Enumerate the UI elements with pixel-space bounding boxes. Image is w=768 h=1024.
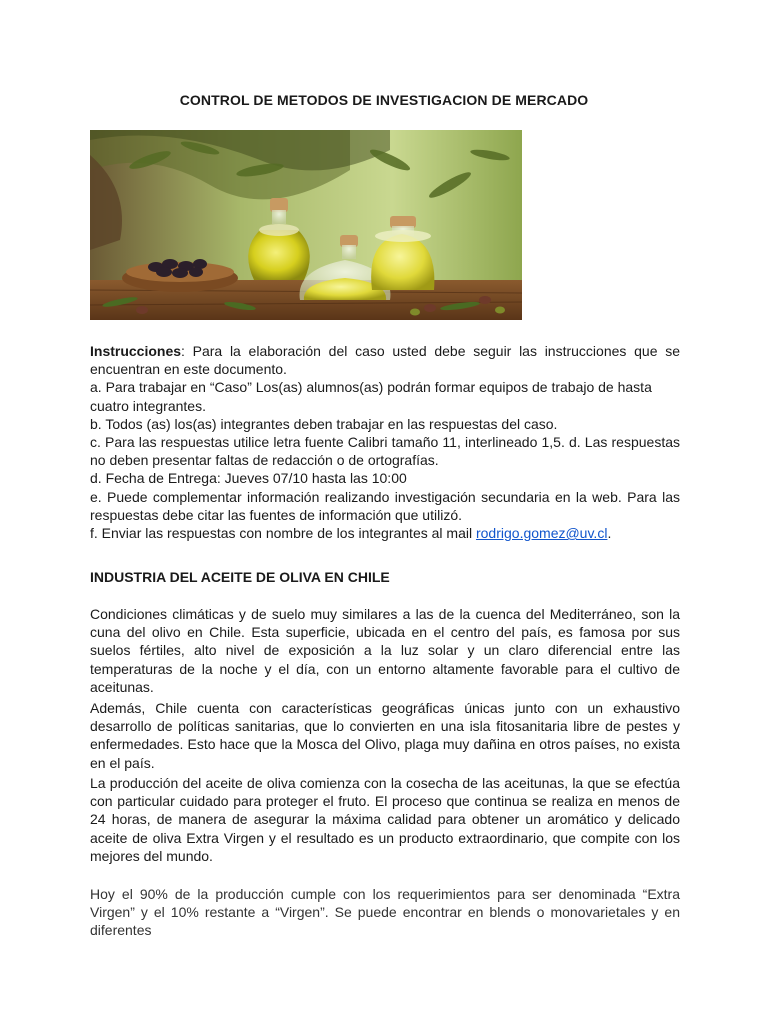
instruction-item-f-suffix: .	[607, 525, 612, 542]
paragraph-3	[90, 774, 680, 865]
instructions-block	[90, 342, 680, 542]
paragraph-text: Además, Chile cuenta con características geográficas únicas junto con un exhaustivo desarrollo de políticas sanitarias, que lo convierten en una isla fitosanitaria libre de pestes y enfermedades. Esto hace que la Mosca del Olivo, plaga muy dañina en otros países, no exista en el país.	[90, 700, 680, 771]
paragraph-text: Hoy el 90% de la producción cumple con los requerimientos para ser denominada “Extra Virgen” y el 10% restante a “Virgen”. Se puede encontrar en blends o monovarietales y en diferentes	[90, 886, 680, 939]
instructions-intro	[90, 342, 680, 378]
instruction-item-e: e. Puede complementar información realizando investigación secundaria en la web. Para las respuestas debe citar las fuentes de información que utilizó.	[90, 488, 680, 523]
instructions-intro-text: : Para la elaboración del caso usted debe seguir las instrucciones que se encuentran en este documento.	[90, 343, 680, 378]
document-title: CONTROL DE METODOS DE INVESTIGACION DE MERCADO	[179, 92, 589, 108]
paragraph-text: Condiciones climáticas y de suelo muy similares a las de la cuenca del Mediterráneo, son la cuna del olivo en Chile. Esta superficie, ubicada en el centro del país, es famosa por sus suelos fértiles, alto nivel de exposición a la luz solar y un claro diferencial entre las temperaturas de la noche y el día, con un entorno altamente favorable para el cultivo de aceitunas.	[90, 606, 680, 695]
instruction-item-f-prefix: f. Enviar las respuestas con nombre de los integrantes al mail	[90, 525, 476, 542]
email-link[interactable]: rodrigo.gomez@uv.cl	[475, 525, 608, 542]
instruction-item-d: d. Fecha de Entrega: Jueves 07/10 hasta las 10:00	[90, 470, 407, 487]
instruction-item-f	[90, 524, 680, 542]
instruction-item-a: a. Para trabajar en “Caso” Los(as) alumnos(as) podrán formar equipos de trabajo de hasta cuatro integrantes.	[90, 379, 652, 414]
section-title: INDUSTRIA DEL ACEITE DE OLIVA EN CHILE	[90, 569, 390, 585]
paragraph-text: La producción del aceite de oliva comienza con la cosecha de las aceitunas, la que se efectúa con particular cuidado para proteger el fruto. El proceso que continua se realiza en menos de 24 horas, de manera de asegurar la máxima calidad para obtener un aromático y delicado aceite de oliva Extra Virgen y el resultado es un producto extraordinario, que compite con los mejores del mundo.	[90, 775, 680, 864]
instructions-label: Instrucciones	[90, 343, 182, 359]
paragraph-2	[90, 699, 680, 772]
paragraph-1	[90, 605, 680, 696]
olive-oil-photo	[90, 130, 522, 320]
instruction-item-c: c. Para las respuestas utilice letra fuente Calibri tamaño 11, interlineado 1,5. d. Las respuestas no deben presentar faltas de redacción o de ortografías.	[90, 434, 680, 469]
paragraph-4	[90, 885, 680, 940]
instruction-item-b: b. Todos (as) los(as) integrantes deben trabajar en las respuestas del caso.	[90, 415, 558, 432]
